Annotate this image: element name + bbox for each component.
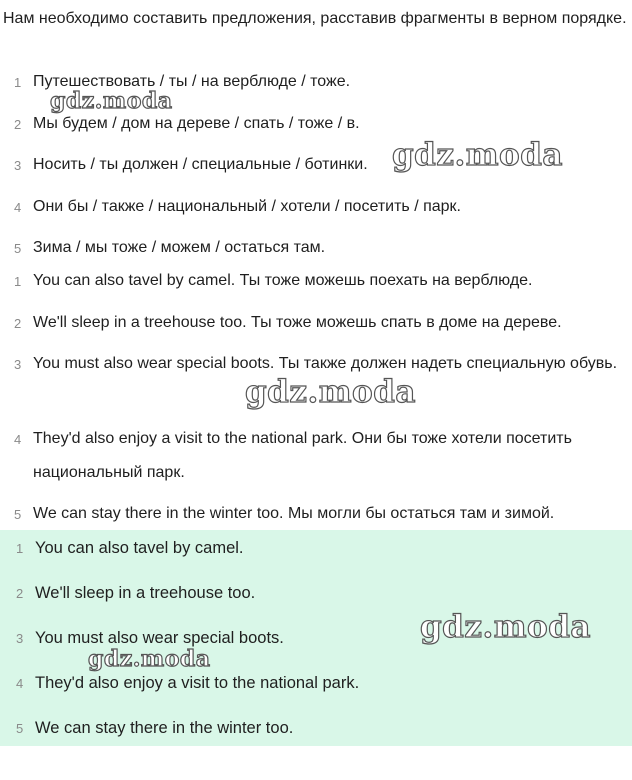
item-number: 4	[14, 200, 22, 215]
item-number: 2	[16, 586, 24, 601]
item-number: 5	[16, 721, 24, 736]
watermark: gdz.moda	[392, 137, 563, 173]
item-number: 1	[14, 274, 22, 289]
item-number: 5	[14, 241, 22, 256]
item-number: 3	[16, 631, 24, 646]
item-number: 4	[14, 432, 22, 447]
watermark: gdz.moda	[50, 88, 173, 114]
watermark: gdz.moda	[245, 374, 416, 410]
item-text: Путешествовать / ты / на верблюде / тоже.	[33, 73, 351, 90]
item-text: You can also tavel by camel. Ты тоже можешь поехать на верблюде.	[33, 272, 533, 289]
intro-text: Нам необходимо составить предложения, расставив фрагменты в верном порядке.	[3, 10, 627, 27]
item-number: 5	[14, 507, 22, 522]
item-number: 1	[14, 75, 22, 90]
item-text: You must also wear special boots. Ты также должен надеть специальную обувь.	[33, 355, 618, 372]
item-text: Они бы / также / национальный / хотели / посетить / парк.	[33, 198, 461, 215]
item-text: Носить / ты должен / специальные / ботинки.	[33, 156, 368, 173]
item-text: We can stay there in the winter too. Мы могли бы остаться там и зимой.	[33, 505, 555, 522]
item-text: We can stay there in the winter too.	[35, 719, 294, 737]
item-text: They'd also enjoy a visit to the national park. Они бы тоже хотели посетить национальный парк.	[33, 430, 572, 481]
item-number: 2	[14, 117, 22, 132]
item-number: 3	[14, 158, 22, 173]
item-number: 1	[16, 541, 24, 556]
item-text: We'll sleep in a treehouse too.	[35, 584, 256, 602]
watermark: gdz.moda	[420, 609, 591, 645]
item-number: 4	[16, 676, 24, 691]
item-text: You can also tavel by camel.	[35, 539, 244, 557]
item-text: Мы будем / дом на дереве / спать / тоже / в.	[33, 115, 360, 132]
item-text: Зима / мы тоже / можем / остаться там.	[33, 239, 326, 256]
item-text: They'd also enjoy a visit to the national park.	[35, 674, 360, 692]
item-text: We'll sleep in a treehouse too. Ты тоже можешь спать в доме на дереве.	[33, 314, 562, 331]
item-number: 2	[14, 316, 22, 331]
watermark: gdz.moda	[88, 646, 211, 672]
item-text: You must also wear special boots.	[35, 629, 284, 647]
item-number: 3	[14, 357, 22, 372]
